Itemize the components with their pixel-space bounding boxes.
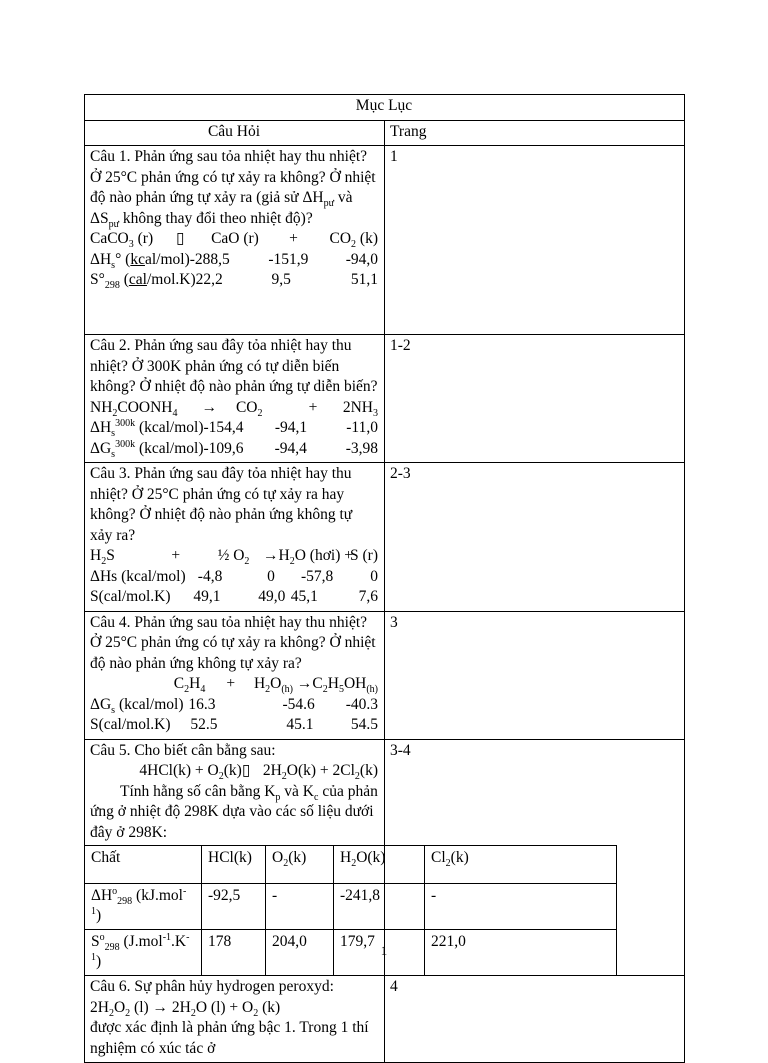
page-number: 1 bbox=[380, 943, 388, 958]
question-row-2 bbox=[85, 335, 685, 463]
question-row-4 bbox=[85, 611, 685, 739]
question-row-1 bbox=[85, 146, 685, 335]
table-cell: 204,0 bbox=[266, 930, 334, 976]
question-3-text: Câu 3. Phản ứng sau đây tỏa nhiệt hay thu nhiệt? Ở 25°C phản ứng có tự xảy ra hay không? Ở nhiệt độ nào phản ứng không tự xảy ra? bbox=[90, 465, 353, 544]
question-4-page: 3 bbox=[385, 611, 685, 739]
question-3-entropy: S(cal/mol.K) 49,1 49,0 45,1 7,6 bbox=[90, 588, 378, 605]
question-1-text: Câu 1. Phản ứng sau tỏa nhiệt hay thu nhiệt? Ở 25°C phản ứng có tự xảy ra không? Ở nhiệt độ nào phản ứng tự xảy ra (giả sử $\Delta H_{pư}$ và $\Delta S_{pư}$ không thay đổi theo nhiệt độ)? bbox=[90, 148, 376, 230]
question-6-page: 4 bbox=[385, 976, 685, 1063]
table-cell: -92,5 bbox=[202, 884, 266, 930]
question-row-6 bbox=[85, 976, 685, 1063]
table-cell: - bbox=[425, 884, 617, 930]
table-cell: 179,7 bbox=[334, 930, 425, 976]
question-4-gibbs: $\Delta G_s$ (kcal/mol) 16.3 -54.6 -40.3 bbox=[90, 695, 378, 716]
table-cell: 221,0 bbox=[425, 930, 617, 976]
question-1-reaction: CaCO$_3$ (r) ▯ CaO (r) + $CO_2$ (k) bbox=[90, 230, 378, 251]
title-row bbox=[85, 95, 685, 121]
question-6-text: được xác định là phản ứng bậc 1. Trong 1 thí nghiệm có xúc tác ở bbox=[90, 1019, 369, 1057]
table-cell: -241,8 bbox=[334, 884, 425, 930]
question-5-text: Tính hằng số cân bằng $K_p$ và $K_c$ của phản ứng ở nhiệt độ 298K dựa vào các số liệu dưới đây ở 298K: bbox=[90, 782, 378, 841]
question-row-5 bbox=[85, 739, 685, 976]
question-1-entropy: $S^\circ_{298}$ (cal/mol.K) 22,2 9,5 51,1 bbox=[90, 271, 378, 292]
question-6-equation: $2H_2O_2$ $(l) \to 2H_2O$ $(l) + O_2$ (k) bbox=[90, 998, 281, 1019]
column-header-question: Câu Hỏi bbox=[85, 120, 385, 146]
question-6-intro: Câu 6. Sự phân hủy hydrogen peroxyd: bbox=[90, 978, 334, 995]
question-1-enthalpy: $\Delta H_s^\circ$ (kcal/mol) -288,5 -151,9 -94,0 bbox=[90, 250, 378, 271]
question-5-page: 3-4 bbox=[385, 739, 685, 976]
table-cell: - bbox=[266, 884, 334, 930]
question-4-text: Câu 4. Phản ứng sau tỏa nhiệt hay thu nhiệt? Ở 25°C phản ứng có tự xảy ra không? Ở nhiệt độ nào phản ứng không tự xảy ra? bbox=[90, 613, 376, 672]
question-2-reaction: $NH_2COONH_4$ → $CO_2$ + $2NH_3$ bbox=[90, 398, 378, 419]
question-2-enthalpy: $\Delta H_s^{300k}$ (kcal/mol) -154,4 -94,1 -11,0 bbox=[90, 417, 378, 440]
page-title: Mục Lục bbox=[85, 95, 685, 121]
table-header-cell: HCl(k) bbox=[202, 846, 266, 884]
table-cell: $S^o_{298}$ $(J.mol^{-1}.K^{-1})$ bbox=[85, 930, 202, 976]
table-header-cell: $H_2O(k)$ bbox=[334, 846, 425, 884]
question-2-text: Câu 2. Phản ứng sau đây tỏa nhiệt hay thu nhiệt? Ở 300K phản ứng có tự diễn biến không? Ở nhiệt độ nào phản ứng tự diễn biến? bbox=[90, 337, 378, 395]
table-header-cell: $Cl_2(k)$ bbox=[425, 846, 617, 884]
column-header-page: Trang bbox=[385, 120, 685, 146]
question-row-3 bbox=[85, 463, 685, 612]
question-4-reaction: $C_2H_4$ + $H_2O_{(h)}$ → $C_2H_5OH_{(h)}$ bbox=[173, 675, 378, 696]
table-cell: 178 bbox=[202, 930, 266, 976]
question-5-equation: $4HCl(k) + O_2(k)$ ▯ $2H_2O(k) + 2Cl_2(k)$ bbox=[139, 762, 378, 783]
question-3-enthalpy: ΔHs (kcal/mol) -4,8 0 -57,8 0 bbox=[90, 567, 378, 585]
header-row bbox=[85, 120, 685, 146]
table-header-cell: $O_2(k)$ bbox=[266, 846, 334, 884]
table-header-cell: Chất bbox=[85, 846, 202, 884]
question-3-reaction: $H_2S$ + ½ $O_2$ $\to H_2O$ (hơi) + S (r) bbox=[90, 547, 378, 568]
question-4-entropy: S(cal/mol.K) 52.5 45.1 54.5 bbox=[90, 716, 378, 733]
question-3-page: 2-3 bbox=[385, 463, 685, 612]
question-1-page: 1 bbox=[385, 146, 685, 335]
question-2-page: 1-2 bbox=[385, 335, 685, 463]
table-of-contents bbox=[84, 94, 685, 1063]
question-2-gibbs: $\Delta G_s^{300k}$ (kcal/mol) -109,6 -94,4 -3,98 bbox=[90, 438, 378, 460]
question-5-intro: Câu 5. Cho biết cân bằng sau: bbox=[90, 741, 276, 759]
table-cell: $\Delta H^o_{298}$ (kJ.mol$^{-1}$) bbox=[85, 884, 202, 930]
